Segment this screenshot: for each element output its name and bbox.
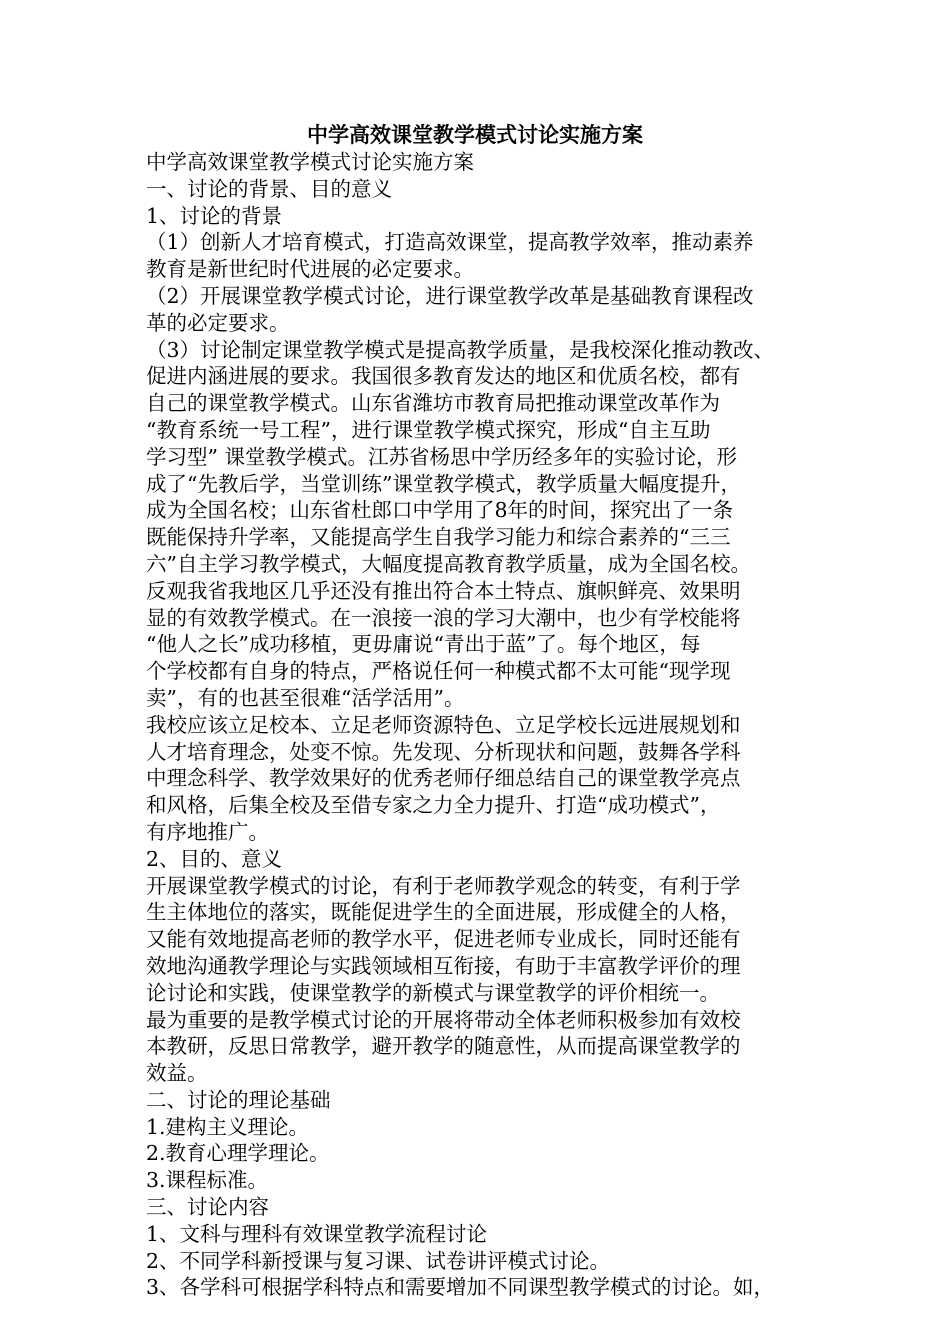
text-line: 成了“先教后学，当堂训练”课堂教学模式，教学质量大幅度提升， — [146, 471, 741, 496]
text-line: “他人之长”成功移植，更毋庸说“青出于蓝”了。每个地区，每 — [146, 632, 701, 657]
text-line: 中理念科学、教学效果好的优秀老师仔细总结自己的课堂教学亮点 — [146, 766, 741, 791]
text-line: 又能有效地提高老师的教学水平，促进老师专业成长，同时还能有 — [146, 927, 741, 952]
text-line: 革的必定要求。 — [146, 310, 290, 335]
text-line: 中学高效课堂教学模式讨论实施方案 — [146, 150, 474, 174]
text-line: 促进内涵进展的要求。我国很多教育发达的地区和优质名校，都有 — [146, 364, 741, 389]
text-line: 3.课程标准。 — [146, 1168, 269, 1193]
text-line: 一、讨论的背景、目的意义 — [146, 176, 392, 201]
text-line: （3）讨论制定课堂教学模式是提高教学质量，是我校深化推动教改、 — [146, 337, 775, 362]
text-line: 1、讨论的背景 — [146, 203, 283, 228]
text-line: 最为重要的是教学模式讨论的开展将带动全体老师积极参加有效校 — [146, 1007, 741, 1032]
text-line: 二、讨论的理论基础 — [146, 1087, 331, 1112]
text-line: 3、各学科可根据学科特点和需要增加不同课型教学模式的讨论。如， — [146, 1275, 775, 1300]
text-line: 反观我省我地区几乎还没有推出符合本土特点、旗帜鲜亮、效果明 — [146, 578, 741, 603]
text-line: 三、讨论内容 — [146, 1195, 269, 1220]
text-line: 人才培育理念，处变不惊。先发现、分析现状和问题，鼓舞各学科 — [146, 739, 741, 764]
text-line: 开展课堂教学模式的讨论，有利于老师教学观念的转变，有利于学 — [146, 873, 741, 898]
text-line: 学习型” 课堂教学模式。江苏省杨思中学历经多年的实验讨论，形 — [146, 444, 737, 469]
text-line: 显的有效教学模式。在一浪接一浪的学习大潮中，也少有学校能将 — [146, 605, 741, 630]
text-line: （2）开展课堂教学模式讨论，进行课堂教学改革是基础教育课程改 — [146, 283, 754, 308]
text-line: 六”自主学习教学模式，大幅度提高教育教学质量，成为全国名校。 — [146, 551, 751, 576]
text-line: 1.建构主义理论。 — [146, 1114, 310, 1139]
text-line: 我校应该立足校本、立足老师资源特色、立足学校长远进展规划和 — [146, 712, 741, 737]
text-line: 生主体地位的落实，既能促进学生的全面进展，形成健全的人格， — [146, 900, 741, 925]
document-title: 中学高效课堂教学模式讨论实施方案 — [307, 122, 643, 147]
text-line: 1、文科与理科有效课堂教学流程讨论 — [146, 1221, 488, 1246]
text-line: 2、目的、意义 — [146, 846, 283, 871]
text-line: 个学校都有自身的特点，严格说任何一种模式都不太可能“现学现 — [146, 659, 731, 684]
text-line: 卖”，有的也甚至很难“活学活用”。 — [146, 685, 465, 710]
text-line: 效地沟通教学理论与实践领域相互衔接，有助于丰富教学评价的理 — [146, 953, 741, 978]
text-line: “教育系统一号工程”，进行课堂教学模式探究，形成“自主互助 — [146, 417, 711, 442]
text-line: 论讨论和实践，使课堂教学的新模式与课堂教学的评价相统一。 — [146, 980, 720, 1005]
text-line: 教育是新世纪时代进展的必定要求。 — [146, 257, 474, 282]
text-line: （1）创新人才培育模式，打造高效课堂，提高教学效率，推动素养 — [146, 230, 754, 255]
text-line: 成为全国名校；山东省杜郎口中学用了8年的时间，探究出了一条 — [146, 498, 734, 523]
text-line: 本教研，反思日常教学，避开教学的随意性，从而提高课堂教学的 — [146, 1034, 741, 1059]
text-line: 和风格，后集全校及至借专家之力全力提升、打造“成功模式”， — [146, 793, 721, 818]
text-line: 有序地推广。 — [146, 819, 269, 844]
text-line: 2、不同学科新授课与复习课、试卷讲评模式讨论。 — [146, 1248, 611, 1273]
text-line: 效益。 — [146, 1061, 208, 1086]
document-body — [146, 149, 836, 1301]
text-line: 自己的课堂教学模式。山东省潍坊市教育局把推动课堂改革作为 — [146, 391, 720, 416]
text-line: 既能保持升学率，又能提高学生自我学习能力和综合素养的“三三 — [146, 525, 731, 550]
text-line: 2.教育心理学理论。 — [146, 1141, 330, 1166]
